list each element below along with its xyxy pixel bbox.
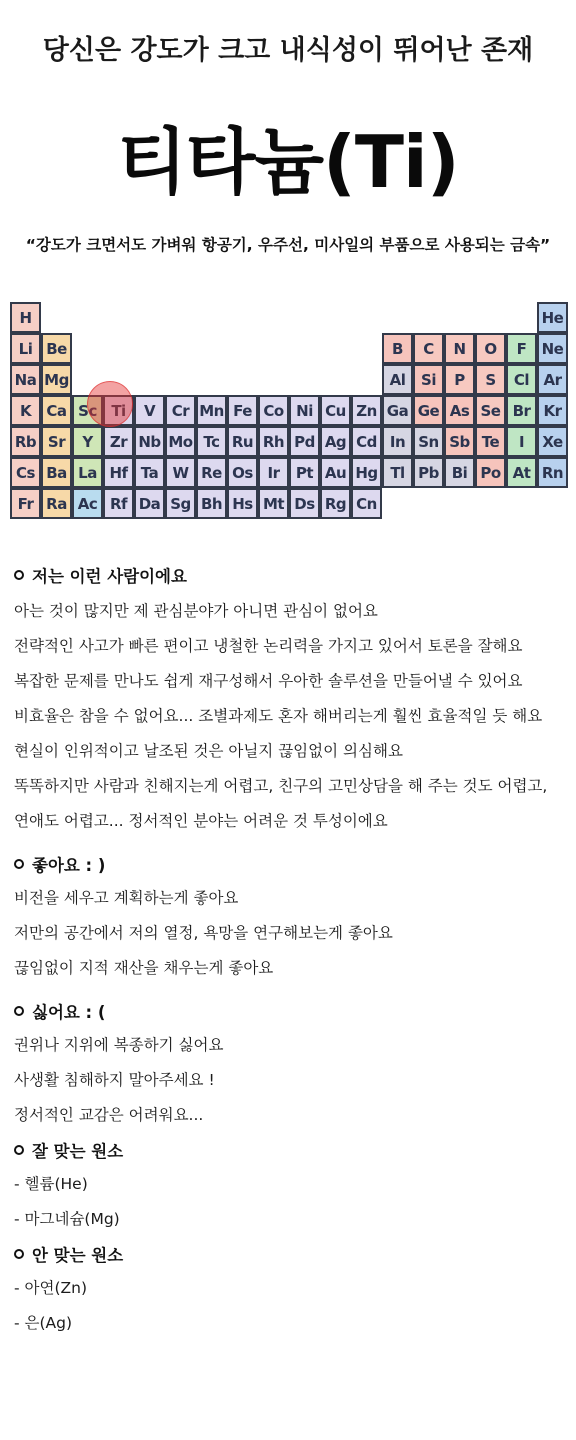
list-item: - 은(Ag) — [14, 1314, 73, 1332]
element-cell-hs: Hs — [227, 488, 258, 519]
element-cell-ge: Ge — [413, 395, 444, 426]
element-cell-as: As — [444, 395, 475, 426]
element-cell-al: Al — [382, 364, 413, 395]
element-cell-he: He — [537, 302, 568, 333]
section-good-match-lines — [14, 1167, 562, 1237]
element-cell-zr: Zr — [103, 426, 134, 457]
element-cell-rb: Rb — [10, 426, 41, 457]
element-cell-bh: Bh — [196, 488, 227, 519]
element-cell-rn: Rn — [537, 457, 568, 488]
element-cell-ar: Ar — [537, 364, 568, 395]
element-cell-sn: Sn — [413, 426, 444, 457]
element-cell-ni: Ni — [289, 395, 320, 426]
element-cell-ga: Ga — [382, 395, 413, 426]
list-item: 똑똑하지만 사람과 친해지는게 어렵고, 친구의 고민상담을 해 주는 것도 어렵고, — [14, 777, 548, 795]
list-item: 현실이 인위적이고 날조된 것은 아닐지 끊임없이 의심해요 — [14, 742, 403, 760]
list-item: 저만의 공간에서 저의 열정, 욕망을 연구해보는게 좋아요 — [14, 924, 393, 942]
circle-bullet-icon — [14, 859, 24, 869]
element-cell-cu: Cu — [320, 395, 351, 426]
element-cell-fr: Fr — [10, 488, 41, 519]
element-cell-tl: Tl — [382, 457, 413, 488]
element-cell-se: Se — [475, 395, 506, 426]
circle-bullet-icon — [14, 1006, 24, 1016]
section-likes-lines — [14, 881, 562, 986]
list-item: 비효율은 참을 수 없어요... 조별과제도 혼자 해버리는게 훨씬 효율적일 듯 해요 — [14, 707, 543, 725]
element-cell-ta: Ta — [134, 457, 165, 488]
circle-bullet-icon — [14, 1145, 24, 1155]
element-cell-pd: Pd — [289, 426, 320, 457]
page-title: 티타늄(Ti) — [117, 120, 459, 204]
circle-bullet-icon — [14, 1249, 24, 1259]
element-cell-be: Be — [41, 333, 72, 364]
list-item: 연애도 어렵고... 정서적인 분야는 어려운 것 투성이에요 — [14, 812, 388, 830]
element-cell-si: Si — [413, 364, 444, 395]
element-cell-pt: Pt — [289, 457, 320, 488]
element-cell-mn: Mn — [196, 395, 227, 426]
element-cell-cr: Cr — [165, 395, 196, 426]
element-cell-y: Y — [72, 426, 103, 457]
element-cell-ne: Ne — [537, 333, 568, 364]
element-cell-c: C — [413, 333, 444, 364]
element-cell-sg: Sg — [165, 488, 196, 519]
element-cell-ru: Ru — [227, 426, 258, 457]
element-cell-mg: Mg — [41, 364, 72, 395]
element-cell-br: Br — [506, 395, 537, 426]
element-cell-li: Li — [10, 333, 41, 364]
section-dislikes-heading: 싫어요 : ( — [14, 998, 562, 1024]
element-cell-sr: Sr — [41, 426, 72, 457]
element-cell-rg: Rg — [320, 488, 351, 519]
periodic-table — [10, 302, 570, 520]
list-item: - 아연(Zn) — [14, 1279, 88, 1297]
element-cell-w: W — [165, 457, 196, 488]
section-about-lines — [14, 594, 562, 839]
element-cell-da: Da — [134, 488, 165, 519]
element-cell-k: K — [10, 395, 41, 426]
element-cell-cl: Cl — [506, 364, 537, 395]
element-cell-tc: Tc — [196, 426, 227, 457]
element-cell-xe: Xe — [537, 426, 568, 457]
element-cell-at: At — [506, 457, 537, 488]
section-likes-heading: 좋아요 : ) — [14, 851, 562, 877]
element-cell-n: N — [444, 333, 475, 364]
element-cell-o: O — [475, 333, 506, 364]
element-cell-kr: Kr — [537, 395, 568, 426]
element-cell-po: Po — [475, 457, 506, 488]
description-quote: “강도가 크면서도 가벼워 항공기, 우주선, 미사일의 부품으로 사용되는 금속” — [25, 236, 551, 254]
element-cell-zn: Zn — [351, 395, 382, 426]
list-item: 정서적인 교감은 어려워요... — [14, 1106, 204, 1124]
element-cell-ca: Ca — [41, 395, 72, 426]
element-cell-sb: Sb — [444, 426, 475, 457]
list-item: 비전을 세우고 계획하는게 좋아요 — [14, 889, 239, 907]
section-about-heading: 저는 이런 사람이에요 — [14, 562, 562, 588]
element-cell-pb: Pb — [413, 457, 444, 488]
section-bad-match-heading: 안 맞는 원소 — [14, 1241, 562, 1267]
element-cell-v: V — [134, 395, 165, 426]
element-cell-i: I — [506, 426, 537, 457]
element-cell-bi: Bi — [444, 457, 475, 488]
element-cell-b: B — [382, 333, 413, 364]
element-cell-rf: Rf — [103, 488, 134, 519]
element-cell-co: Co — [258, 395, 289, 426]
element-cell-ds: Ds — [289, 488, 320, 519]
subtitle: 당신은 강도가 크고 내식성이 뛰어난 존재 — [42, 35, 534, 66]
element-cell-os: Os — [227, 457, 258, 488]
section-dislikes-lines — [14, 1028, 562, 1133]
profile-content — [14, 562, 562, 1341]
element-cell-ac: Ac — [72, 488, 103, 519]
element-cell-h: H — [10, 302, 41, 333]
list-item: 끊임없이 지적 재산을 채우는게 좋아요 — [14, 959, 274, 977]
element-cell-s: S — [475, 364, 506, 395]
element-cell-na: Na — [10, 364, 41, 395]
list-item: 전략적인 사고가 빠른 편이고 냉철한 논리력을 가지고 있어서 토론을 잘해요 — [14, 637, 523, 655]
element-cell-ba: Ba — [41, 457, 72, 488]
element-cell-te: Te — [475, 426, 506, 457]
element-cell-ti: Ti — [103, 395, 134, 426]
list-item: 사생활 침해하지 말아주세요 ! — [14, 1071, 215, 1089]
section-good-match-heading: 잘 맞는 원소 — [14, 1137, 562, 1163]
element-cell-mt: Mt — [258, 488, 289, 519]
element-cell-la: La — [72, 457, 103, 488]
circle-bullet-icon — [14, 570, 24, 580]
element-cell-cn: Cn — [351, 488, 382, 519]
element-cell-cd: Cd — [351, 426, 382, 457]
element-cell-in: In — [382, 426, 413, 457]
element-cell-rh: Rh — [258, 426, 289, 457]
element-cell-hg: Hg — [351, 457, 382, 488]
element-cell-f: F — [506, 333, 537, 364]
list-item: - 헬륨(He) — [14, 1175, 88, 1193]
highlight-circle — [87, 381, 133, 427]
list-item: - 마그네슘(Mg) — [14, 1210, 120, 1228]
element-cell-sc: Sc — [72, 395, 103, 426]
element-cell-mo: Mo — [165, 426, 196, 457]
element-cell-au: Au — [320, 457, 351, 488]
element-cell-fe: Fe — [227, 395, 258, 426]
element-cell-ir: Ir — [258, 457, 289, 488]
element-cell-nb: Nb — [134, 426, 165, 457]
section-bad-match-lines — [14, 1271, 562, 1341]
element-cell-re: Re — [196, 457, 227, 488]
list-item: 권위나 지위에 복종하기 싫어요 — [14, 1036, 224, 1054]
element-cell-hf: Hf — [103, 457, 134, 488]
list-item: 아는 것이 많지만 제 관심분야가 아니면 관심이 없어요 — [14, 602, 378, 620]
element-cell-cs: Cs — [10, 457, 41, 488]
element-cell-p: P — [444, 364, 475, 395]
element-cell-ra: Ra — [41, 488, 72, 519]
element-cell-ag: Ag — [320, 426, 351, 457]
list-item: 복잡한 문제를 만나도 쉽게 재구성해서 우아한 솔루션을 만들어낼 수 있어요 — [14, 672, 523, 690]
